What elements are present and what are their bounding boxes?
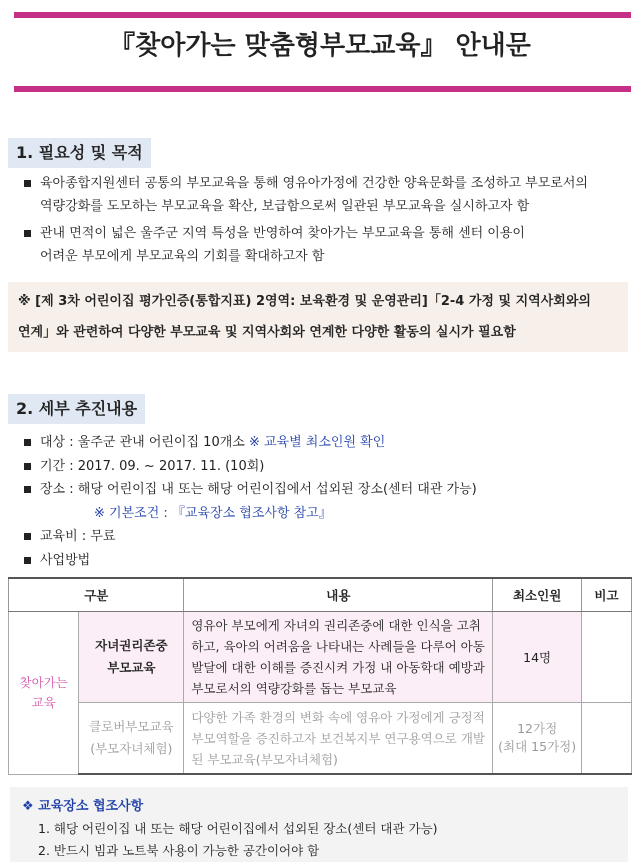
guide-item: 1. 해당 어린이집 내 또는 해당 어린이집에서 섭외된 장소(센터 대관 가능) — [38, 821, 438, 836]
bottom-rule — [14, 86, 631, 92]
table-header-row — [9, 578, 632, 612]
period-item: 기간 : 2017. 09. ~ 2017. 11. (10회) — [22, 455, 634, 479]
section-1-bullets — [22, 172, 634, 268]
content-cell: 영유아 부모에게 자녀의 권리존중에 대한 인식을 고취하고, 육아의 어려움을 나타내는 사례들을 다루어 아동발달에 대한 이해를 증진시켜 가정 내 아동학대 예방과 부모로서의 역량강화를 돕는 부모교육 — [184, 612, 493, 703]
note-line-2: 연계」와 관련하여 다양한 부모교육 및 지역사회와 연계한 다양한 활동의 실시가 필요함 — [18, 325, 516, 340]
guide-heading: ❖ 교육장소 협조사항 — [22, 799, 144, 814]
note-cell — [582, 703, 632, 775]
program-table — [8, 577, 632, 775]
header-content: 내용 — [184, 578, 493, 612]
place-note: ※ 기본조건 : 『교육장소 협조사항 참고』 — [94, 505, 332, 521]
content-cell: 다양한 가족 환경의 변화 속에 영유아 가정에게 긍정적 부모역할을 증진하고자 보건복지부 연구용역으로 개발된 부모교육(부모자녀체험) — [184, 703, 493, 775]
section-2-heading: 2. 세부 추진내용 — [8, 394, 145, 424]
table-row — [9, 612, 632, 703]
list-item: 관내 면적이 넓은 울주군 지역 특성을 반영하여 찾아가는 부모교육을 통해 센터 이용이 — [22, 222, 634, 245]
list-item: 육아종합지원센터 공통의 부모교육을 통해 영유아가정에 건강한 양육문화를 조성하고 부모로서의 — [22, 172, 634, 195]
section-2-bullets — [22, 431, 634, 572]
bullet-square-icon — [24, 439, 31, 446]
bullet-square-icon — [24, 180, 31, 187]
page-title: 『찾아가는 맞춤형부모교육』 안내문 — [109, 31, 531, 61]
note-line-1: ※ [제 3차 어린이집 평가인증(통합지표) 2영역: 보육환경 및 운영관리]「2-4 가정 및 지역사회와의 — [18, 294, 591, 309]
fee-item: 교육비 : 무료 — [22, 525, 634, 549]
bullet-square-icon — [24, 533, 31, 540]
min-cell: 14명 — [493, 612, 582, 703]
header-note: 비고 — [582, 578, 632, 612]
min-cell: 12가정 (최대 15가정) — [493, 703, 582, 775]
venue-guide-box — [10, 787, 628, 862]
bullet-square-icon — [24, 486, 31, 493]
table-row — [9, 703, 632, 775]
bullet-square-icon — [24, 230, 31, 237]
method-item: 사업방법 — [22, 549, 634, 573]
note-cell — [582, 612, 632, 703]
bullet-square-icon — [24, 463, 31, 470]
list-item: 역량강화를 도모하는 부모교육을 확산, 보급함으로써 일관된 부모교육을 실시하고자 함 — [40, 199, 530, 214]
header-category: 구분 — [9, 578, 184, 612]
top-rule — [14, 12, 631, 18]
section-1-heading: 1. 필요성 및 목적 — [8, 138, 151, 168]
guide-item: 2. 반드시 빔과 노트북 사용이 가능한 공간이어야 함 — [38, 843, 320, 858]
program-cell: 클로버부모교육 (부모자녀체험) — [79, 703, 184, 775]
place-item: 장소 : 해당 어린이집 내 또는 해당 어린이집에서 섭외된 장소(센터 대관 가능) — [22, 478, 634, 502]
target-item: 대상 : 울주군 관내 어린이집 10개소 ※ 교육별 최소인원 확인 — [22, 431, 634, 455]
header-min: 최소인원 — [493, 578, 582, 612]
program-cell: 자녀권리존중 부모교육 — [79, 612, 184, 703]
list-item: 어려운 부모에게 부모교육의 기회를 확대하고자 함 — [40, 249, 325, 264]
bullet-square-icon — [24, 557, 31, 564]
note-box — [8, 282, 628, 352]
category-cell: 찾아가는 교육 — [9, 612, 79, 775]
